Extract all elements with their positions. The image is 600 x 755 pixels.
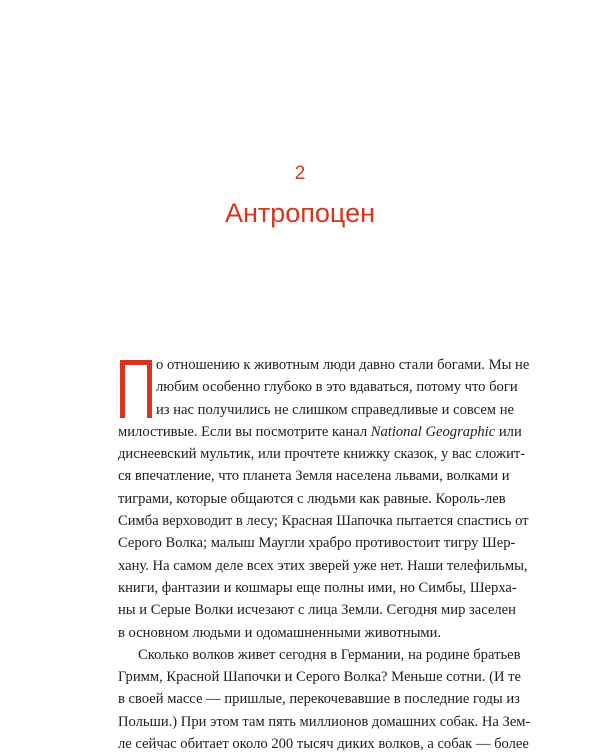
- chapter-title: Антропоцен: [224, 198, 376, 228]
- text-line: Симба верховодит в лесу; Красная Шапочка пытается спастись от: [118, 513, 529, 530]
- text-line: Серого Волка; малыш Маугли храбро противостоит тигру Шер-: [118, 535, 516, 552]
- text-line: хану. На самом деле всех этих зверей уже нет. Наши телефильмы,: [118, 557, 528, 574]
- text-line: ся впечатление, что планета Земля населена львами, волками и: [118, 468, 510, 485]
- text-line: Гримм, Красной Шапочки и Серого Волка? Меньше сотни. (И те: [118, 669, 522, 686]
- text-line: диснеевский мультик, или прочтете книжку сказок, у вас сложит-: [118, 446, 526, 463]
- text-line: книги, фантазии и кошмары еще полны ими, но Симбы, Шерха-: [118, 579, 517, 596]
- text-line: любим особенно глубоко в это вдаваться, потому что боги: [156, 379, 518, 396]
- italic-channel-name: National Geographic: [370, 423, 496, 440]
- text-line: из нас получились не слишком справедливые и совсем не: [156, 401, 514, 418]
- text-line: ны и Серые Волки исчезают с лица Земли. Сегодня мир заселен: [118, 602, 516, 619]
- text-line: тиграми, которые общаются с людьми как равные. Король-лев: [118, 490, 506, 507]
- text-line: в основном людьми и одомашненными животными.: [118, 624, 442, 641]
- text-line: о отношению к животным люди давно стали богами. Мы не: [156, 357, 530, 373]
- text-line: в своей массе — пришлые, перекочевавшие в последние годы из: [118, 691, 520, 708]
- text-line: Польши.) При этом там пять миллионов домашних собак. На Зем-: [118, 713, 531, 730]
- chapter-number: 2: [294, 163, 306, 184]
- body-text: [118, 354, 531, 755]
- text-line: милостивые. Если вы посмотрите канал National Geographic или: [118, 423, 522, 440]
- text-line: ле сейчас обитает около 200 тысяч диких волков, а собак — более: [118, 736, 529, 753]
- text-line: Сколько волков живет сегодня в Германии, на родине братьев: [138, 646, 521, 663]
